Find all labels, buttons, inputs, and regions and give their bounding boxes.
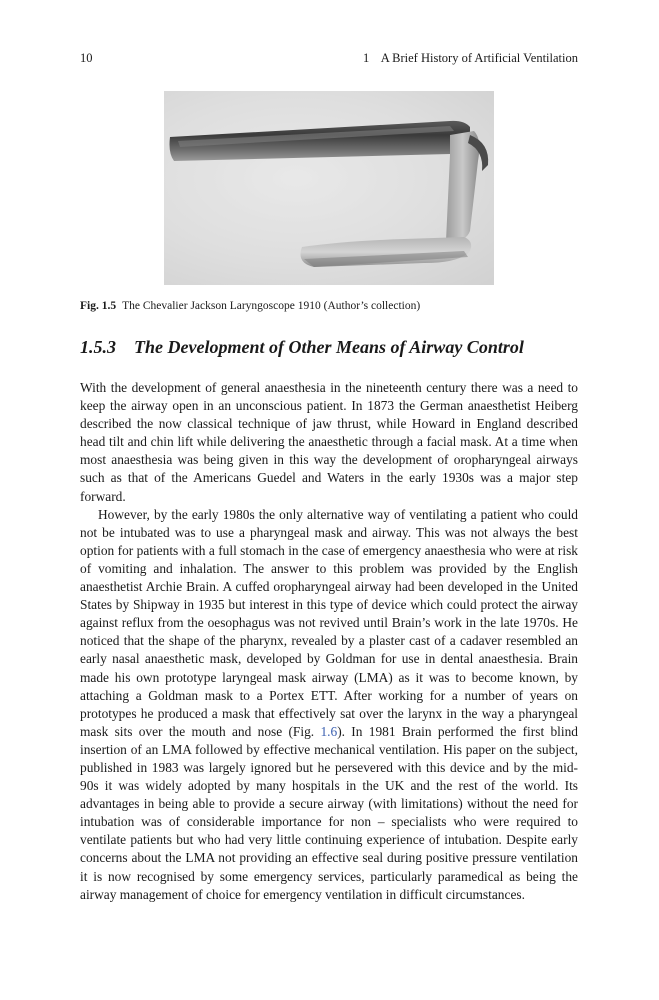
paragraph-2	[80, 506, 578, 904]
section-number: 1.5.3	[80, 337, 116, 357]
paragraph-2-end: ). In 1981 Brain performed the first blind insertion of an LMA followed by effective mechanical ventilation. His paper on the subject, published in 1983 was largely ignored but he persevered with this device and by the mid- 90s it was widely adopted by many hospitals in the UK and the rest of the world. Its advantages in being able to provide a secure airway (with limitations) without the need for intubation was of considerable importance for non – specialists who were required to ventilate patients but who had very little continuing experience of intubation. Despite early concerns about the LMA not providing an effective seal during positive pressure ventilation it is now recognised by some emergency services, particularly paramedical as being the airway management of choice for emergency ventilation in difficult circumstances.	[80, 723, 578, 902]
section-heading	[80, 337, 524, 358]
laryngoscope-illustration	[164, 91, 494, 285]
paragraph-1: With the development of general anaesthesia in the nineteenth century there was a need to keep the airway open in an unconscious patient. In 1873 the German anaesthetist Heiberg described the now classical technique of jaw thrust, while Howard in England described head tilt and chin lift while delivering the anaesthetic through a facial mask. At a time when most anaesthesia was being given in this way the development of oropharyngeal airways such as that of the Americans Guedel and Waters in the early 1930s was a major step forward.	[80, 380, 578, 504]
chapter-number: 1	[363, 51, 370, 65]
section-title: The Development of Other Means of Airway Control	[134, 337, 524, 357]
page-number: 10	[80, 51, 93, 65]
chapter-title: A Brief History of Artificial Ventilation	[380, 51, 578, 65]
figure-reference-link[interactable]: 1.6	[320, 723, 338, 739]
figure-label: Fig. 1.5	[80, 300, 117, 312]
body-text	[80, 379, 578, 904]
paragraph-2-start: However, by the early 1980s the only alternative way of ventilating a patient who could not be intubated was to use a pharyngeal mask and airway. This was not always the best option for patients with a full stomach in the case of emergency anaesthesia who were at risk of vomiting and inhalation. The answer to this problem was provided by the English anaesthetist Archie Brain. A cuffed oropharyngeal airway had been developed in the United States by Shipway in 1935 but interest in this type of device which could protect the airway against reflux from the oesophagus was not revived until Brain’s work in the late 1970s. He noticed that the shape of the pharynx, revealed by a plaster cast of a cadaver resembled an early nasal anaesthetic mask, developed by Goldman for use in dental anaesthesia. Brain made his own prototype laryngeal mask airway (LMA) as it was to become known, by attaching a Goldman mask to a Portex ETT. After working for a number of years on prototypes he produced a mask that effectively sat over the larynx in the way a pharyngeal mask sits over the mouth and nose (Fig.	[80, 506, 578, 739]
figure-caption	[80, 300, 420, 312]
laryngoscope-photo	[164, 91, 494, 285]
running-head	[363, 51, 578, 66]
figure-caption-text: The Chevalier Jackson Laryngoscope 1910 (Author’s collection)	[122, 300, 421, 312]
